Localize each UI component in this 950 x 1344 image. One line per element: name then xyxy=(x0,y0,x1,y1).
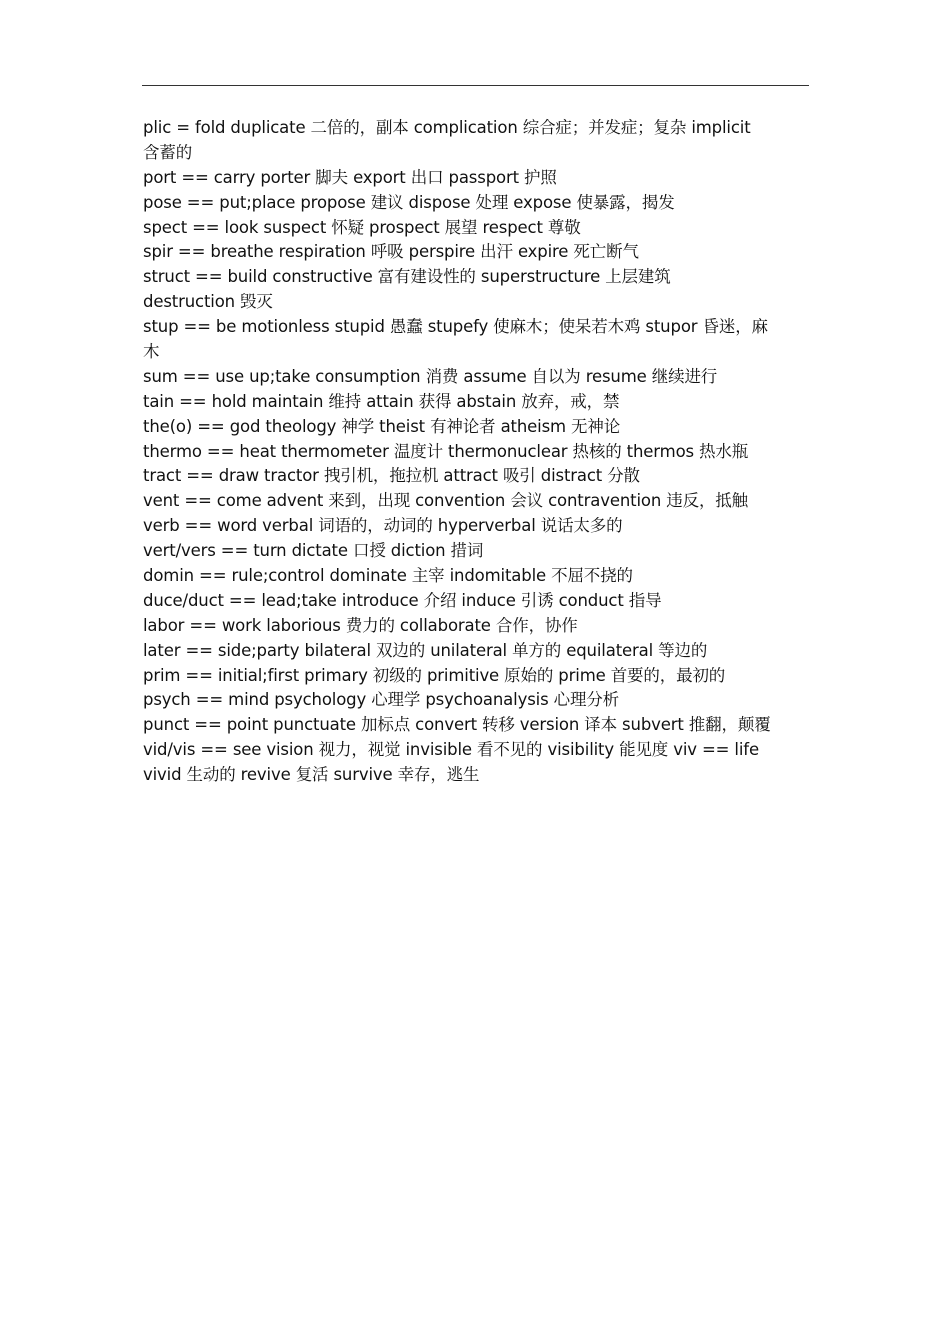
text-line: vent == come advent 来到，出现 convention 会议 contravention 违反，抵触 xyxy=(143,491,748,511)
text-line: the(o) == god theology 神学 theist 有神论者 atheism 无神论 xyxy=(143,416,621,436)
text-line: verb == word verbal 词语的，动词的 hyperverbal 说话太多的 xyxy=(143,516,623,536)
text-line: tain == hold maintain 维持 attain 获得 abstain 放弃，戒，禁 xyxy=(143,391,620,411)
text-line: 含蓄的 xyxy=(143,142,193,162)
text-line: destruction 毁灭 xyxy=(143,292,273,312)
header-rule xyxy=(142,85,809,86)
text-line: stup == be motionless stupid 愚蠢 stupefy 使麻木；使呆若木鸡 stupor 昏迷，麻 xyxy=(143,317,768,337)
text-line: spir == breathe respiration 呼吸 perspire 出汗 expire 死亡断气 xyxy=(143,242,639,262)
text-line: vert/vers == turn dictate 口授 diction 措词 xyxy=(143,541,484,561)
document-body xyxy=(143,116,811,788)
text-line: psych == mind psychology 心理学 psychoanalysis 心理分析 xyxy=(143,690,620,710)
text-line: domin == rule;control dominate 主宰 indomitable 不屈不挠的 xyxy=(143,566,633,586)
text-line: spect == look suspect 怀疑 prospect 展望 respect 尊敬 xyxy=(143,217,581,237)
text-line: prim == initial;first primary 初级的 primitive 原始的 prime 首要的，最初的 xyxy=(143,665,726,685)
text-line: vivid 生动的 revive 复活 survive 幸存，逃生 xyxy=(143,765,480,785)
text-line: 木 xyxy=(143,342,160,362)
text-line: struct == build constructive 富有建设性的 superstructure 上层建筑 xyxy=(143,267,671,287)
text-line: tract == draw tractor 拽引机，拖拉机 attract 吸引 distract 分散 xyxy=(143,466,640,486)
text-line: labor == work laborious 费力的 collaborate 合作，协作 xyxy=(143,615,578,635)
text-line: thermo == heat thermometer 温度计 thermonuclear 热核的 thermos 热水瓶 xyxy=(143,441,749,461)
text-line: later == side;party bilateral 双边的 unilateral 单方的 equilateral 等边的 xyxy=(143,640,708,660)
text-line: port == carry porter 脚夫 export 出口 passport 护照 xyxy=(143,167,557,187)
text-line: sum == use up;take consumption 消费 assume 自以为 resume 继续进行 xyxy=(143,366,718,386)
text-line: pose == put;place propose 建议 dispose 处理 expose 使暴露，揭发 xyxy=(143,192,675,212)
text-line: punct == point punctuate 加标点 convert 转移 version 译本 subvert 推翻，颠覆 xyxy=(143,715,771,735)
text-line: plic = fold duplicate 二倍的，副本 complication 综合症；并发症；复杂 implicit xyxy=(143,118,751,137)
text-line: duce/duct == lead;take introduce 介绍 induce 引诱 conduct 指导 xyxy=(143,590,662,610)
text-line: vid/vis == see vision 视力，视觉 invisible 看不见的 visibility 能见度 viv == life xyxy=(143,740,759,760)
